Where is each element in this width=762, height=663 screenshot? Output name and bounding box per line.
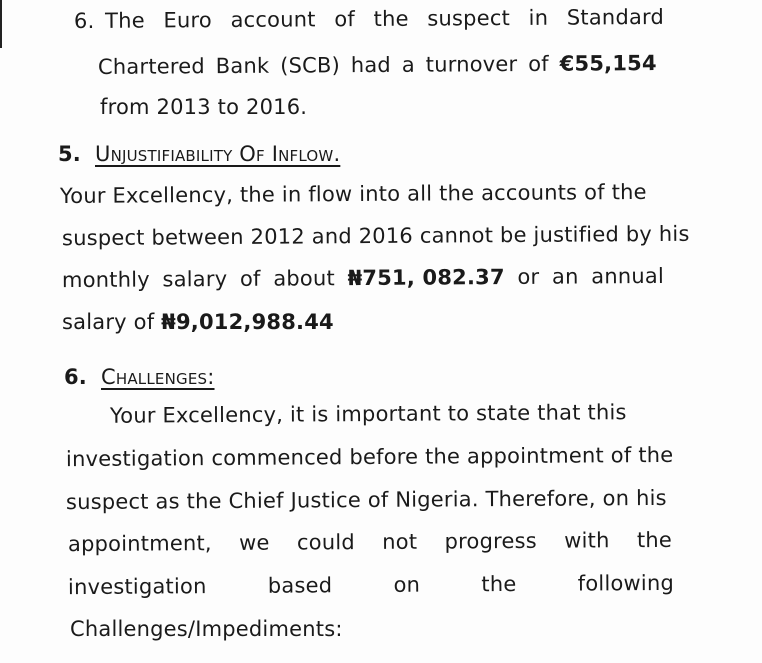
word: the <box>636 527 673 553</box>
word: the <box>481 571 517 597</box>
word: account <box>230 7 316 32</box>
word: The <box>105 8 145 33</box>
word: Euro <box>163 8 212 33</box>
section6-number: 6. <box>64 365 87 389</box>
word: on <box>393 572 421 597</box>
annual-salary-amount: ₦9,012,988.44 <box>161 310 334 334</box>
word: suspect <box>427 6 511 31</box>
section5-para-line3 <box>62 263 664 293</box>
margin-rule <box>0 0 2 48</box>
item6-number: 6. <box>73 8 95 34</box>
section6-para-line4 <box>68 527 672 557</box>
word: Standard <box>566 4 665 30</box>
word: based <box>267 573 333 598</box>
section5-para-line4 <box>62 309 334 335</box>
word: could <box>296 530 355 555</box>
word: progress <box>444 528 537 554</box>
section5-para-line2 <box>62 221 690 251</box>
para-text: salary of <box>62 310 162 334</box>
para-text: investigation commenced before the appointment of the <box>65 442 674 472</box>
word: an <box>551 264 579 289</box>
word: investigation <box>67 574 207 600</box>
para-text: Your Excellency, it is important to state that this <box>109 400 627 428</box>
item6-line3-text: from 2013 to 2016. <box>100 95 308 119</box>
section5-title: Unjustifiability Of Inflow. <box>95 142 341 166</box>
word: annual <box>591 263 665 289</box>
section6-para-line5 <box>68 570 674 600</box>
section5-number: 5. <box>58 142 81 166</box>
section5-heading <box>58 141 340 167</box>
para-text: Challenges/Impediments: <box>70 617 343 641</box>
section6-para-line2 <box>66 442 674 472</box>
word: monthly <box>61 267 150 293</box>
section6-heading <box>64 364 215 390</box>
word: of <box>334 7 356 32</box>
item6-amount: €55,154 <box>559 51 657 76</box>
item6-line2-text: Chartered Bank (SCB) had a turnover of <box>97 51 560 79</box>
para-text: Your Excellency, the in flow into all the accounts of the <box>59 179 647 209</box>
word: following <box>577 570 675 596</box>
item6-line2 <box>98 50 657 80</box>
word: with <box>564 528 610 553</box>
item6-line3 <box>100 94 307 120</box>
section6-para-line3 <box>66 485 667 515</box>
word: appointment, <box>67 531 212 557</box>
monthly-salary-amount: ₦751, 082.37 <box>347 265 505 291</box>
section6-title: Challenges: <box>101 365 215 389</box>
item6-line1 <box>74 4 664 34</box>
word: of <box>239 266 261 291</box>
word: in <box>528 5 549 30</box>
section5-para-line1 <box>60 179 647 209</box>
para-text: suspect as the Chief Justice of Nigeria. Therefore, on his <box>65 485 667 515</box>
section6-para-line6 <box>70 616 343 642</box>
para-text: suspect between 2012 and 2016 cannot be justified by his <box>61 221 690 251</box>
word: salary <box>162 266 228 292</box>
word: the <box>373 6 409 31</box>
section6-para-line1 <box>110 399 627 429</box>
word: about <box>273 266 335 291</box>
word: or <box>517 264 540 289</box>
word: not <box>382 529 418 554</box>
word: we <box>239 530 270 555</box>
